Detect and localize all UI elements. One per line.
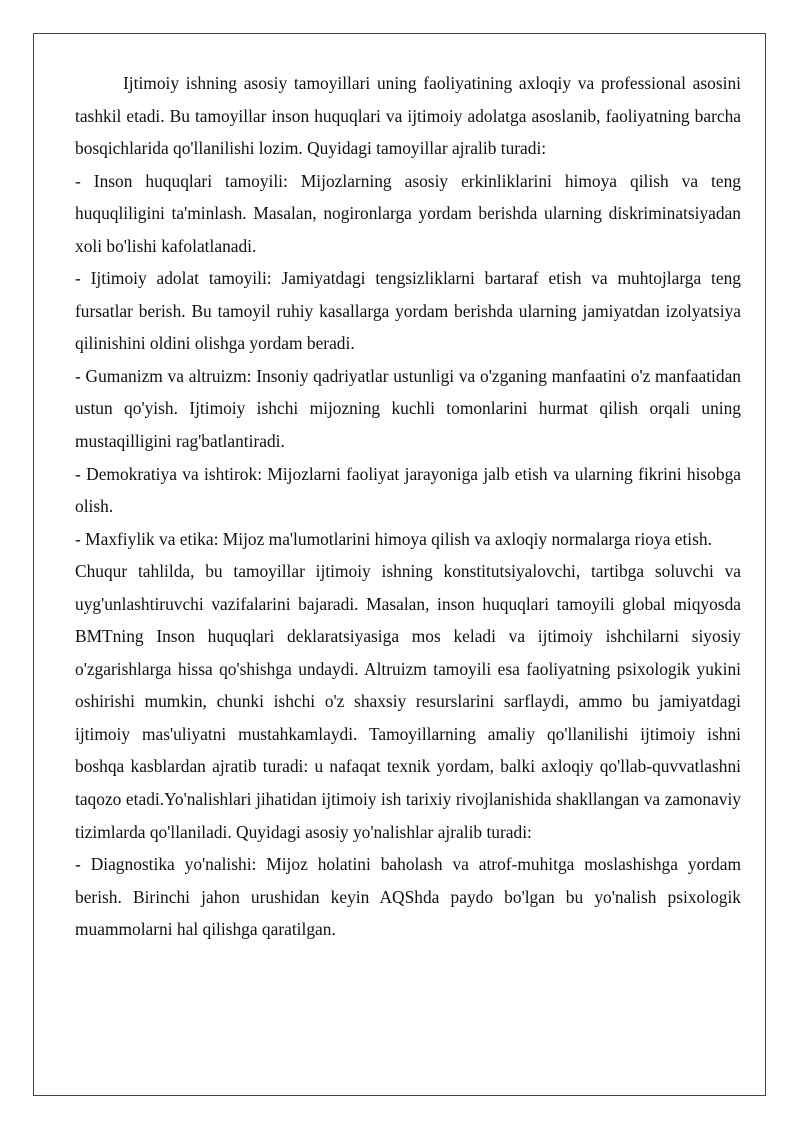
intro-paragraph: Ijtimoiy ishning asosiy tamoyillari uning faoliyatining axloqiy va professional asosini tashkil etadi. Bu tamoyillar inson huquqlari va ijtimoiy adolatga asoslanib, faoliyatning barcha bosqichlarida qo'llanilishi lozim. Quyidagi tamoyillar ajralib turadi: bbox=[75, 73, 741, 159]
analysis-paragraph: Chuqur tahlilda, bu tamoyillar ijtimoiy ishning konstitutsiyalovchi, tartibga soluvchi va uyg'unlashtiruvchi vazifalarini bajaradi. Masalan, inson huquqlari tamoyili global miqyosda BMTning Inson huquqlari deklaratsiyasiga mos keladi va ijtimoiy ishchilarni siyosiy o'zgarishlarga hissa qo'shishga undaydi. Altruizm tamoyili esa faoliyatning psixologik yukini oshirishi mumkin, chunki ishchi o'z shaxsiy resurslarini sarflaydi, ammo bu jamiyatdagi ijtimoiy mas'uliyatni mustahkamlaydi. Tamoyillarning amaliy qo'llanilishi ijtimoiy ishni boshqa kasblardan ajratib turadi: u nafaqat texnik yordam, balki axloqiy qo'llab-quvvatlashni taqozo etadi.Yo'nalishlari jihatidan ijtimoiy ish tarixiy rivojlanishida shakllangan va zamonaviy tizimlarda qo'llaniladi. Quyidagi asosiy yo'nalishlar ajralib turadi: bbox=[75, 561, 741, 842]
list-item-social-justice: - Ijtimoiy adolat tamoyili: Jamiyatdagi tengsizliklarni bartaraf etish va muhtojlarga teng fursatlar berish. Bu tamoyil ruhiy kasallarga yordam berishda ularning jamiyatdan izolyatsiya qilinishini oldini olishga yordam beradi. bbox=[75, 268, 741, 354]
list-item-humanism: - Gumanizm va altruizm: Insoniy qadriyatlar ustunligi va o'zganing manfaatini o'z manfaatidan ustun qo'yish. Ijtimoiy ishchi mijozning kuchli tomonlarini hurmat qilish orqali uning mustaqilligini rag'batlantiradi. bbox=[75, 365, 741, 452]
list-item-human-rights: - Inson huquqlari tamoyili: Mijozlarning asosiy erkinliklarini himoya qilish va teng huquqliligini ta'minlash. Masalan, nogironlarga yordam berishda ularning diskriminatsiyadan xoli bo'lishi kafolatlanadi. bbox=[75, 170, 741, 256]
list-item-democracy: - Demokratiya va ishtirok: Mijozlarni faoliyat jarayoniga jalb etish va ularning fikrini hisobga olish. bbox=[75, 463, 741, 517]
list-item-diagnostics: - Diagnostika yo'nalishi: Mijoz holatini baholash va atrof-muhitga moslashishga yordam berish. Birinchi jahon urushidan keyin AQShda paydo bo'lgan bu yo'nalish psixologik muammolarni hal qilishga qaratilgan. bbox=[75, 854, 741, 940]
list-item-confidentiality: - Maxfiylik va etika: Mijoz ma'lumotlarini himoya qilish va axloqiy normalarga rioya etish. bbox=[75, 528, 712, 549]
document-body bbox=[75, 67, 741, 946]
